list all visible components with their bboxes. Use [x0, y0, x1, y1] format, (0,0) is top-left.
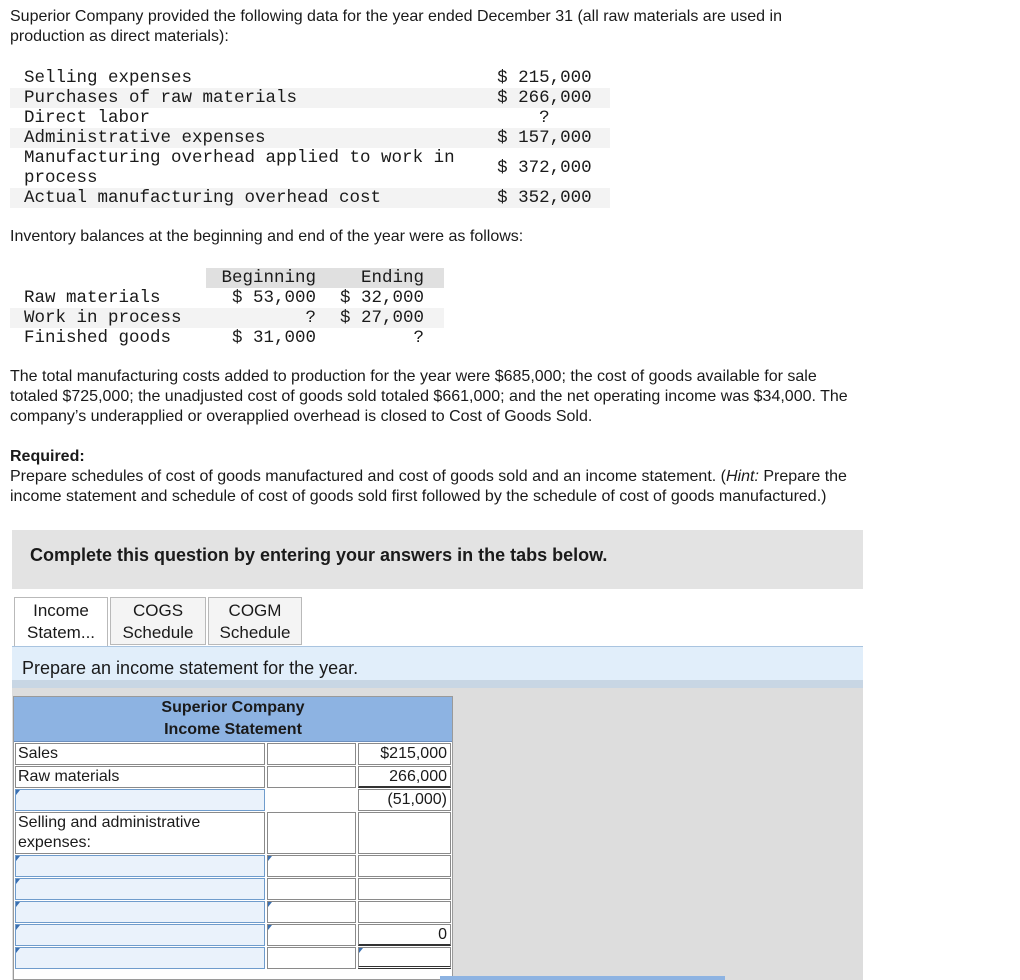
cost-row-actual-overhead: Actual manufacturing overhead cost $ 352,000	[10, 188, 610, 208]
required-paragraph: Required: Prepare schedules of cost of goods manufactured and cost of goods sold and an income statement. (Hint: Prepare the income statement and schedule of cost of goods sold first followed by the schedule of cost of goods manufactured.)	[10, 448, 847, 505]
net-income-amount[interactable]	[358, 947, 451, 969]
intro-line-2: production as direct materials):	[10, 28, 229, 45]
blank-label-2[interactable]	[15, 855, 265, 877]
cost-row-overhead-applied: Manufacturing overhead applied to work in process $ 372,000	[24, 148, 592, 188]
blank-input-5[interactable]	[267, 924, 356, 946]
cost-row-direct-labor: Direct labor ?	[24, 108, 550, 128]
cost-row-selling: Selling expenses $ 215,000	[24, 68, 592, 88]
inventory-intro: Inventory balances at the beginning and end of the year were as follows:	[10, 228, 524, 245]
total-expenses-amount[interactable]: 0	[358, 924, 451, 946]
prompt-text: Prepare an income statement for the year.	[22, 658, 359, 678]
prompt-bar	[12, 646, 863, 681]
statement-header	[14, 697, 452, 742]
raw-materials-input-col1[interactable]	[267, 766, 356, 788]
intro-line-1: Superior Company provided the following data for the year ended December 31 (all raw materials are used in	[10, 8, 782, 25]
statement-title: Income Statement	[164, 721, 302, 738]
sales-label[interactable]: Sales	[15, 743, 265, 765]
blank-label-5[interactable]	[15, 924, 265, 946]
blank-label-4[interactable]	[15, 901, 265, 923]
cost-row-purchases: Purchases of raw materials $ 266,000	[10, 88, 610, 108]
instructions-panel	[12, 530, 863, 589]
col-beginning: Beginning	[206, 268, 316, 288]
raw-materials-label[interactable]: Raw materials	[15, 766, 265, 788]
inventory-row-finished: Finished goods $ 31,000 ?	[24, 328, 424, 348]
raw-materials-amount[interactable]: 266,000	[358, 766, 451, 788]
required-heading: Required:	[10, 448, 85, 465]
col-ending: Ending	[316, 268, 444, 288]
tab-cogs-schedule[interactable]: COGS Schedule	[110, 597, 206, 645]
blank-label-3[interactable]	[15, 878, 265, 900]
difference-amount[interactable]: (51,000)	[358, 789, 451, 811]
sales-input-col1[interactable]	[267, 743, 356, 765]
tab-income-statement[interactable]: Income Statem...	[14, 597, 108, 647]
blank-input-3[interactable]	[267, 878, 356, 900]
blank-input-2[interactable]	[267, 855, 356, 877]
summary-paragraph: The total manufacturing costs added to production for the year were $685,000; the cost of goods available for sale totaled $725,000; the unadjusted cost of goods sold totaled $661,000; and the net operating income was $34,000. The company’s underapplied or overapplied overhead is closed to Cost of Goods Sold.	[10, 368, 848, 425]
blank-label-1[interactable]	[15, 789, 265, 811]
income-statement-form	[13, 696, 453, 980]
tab-cogm-schedule[interactable]: COGM Schedule	[208, 597, 302, 645]
blank-input-4[interactable]	[267, 901, 356, 923]
blank-label-6[interactable]	[15, 947, 265, 969]
sales-amount[interactable]: $215,000	[358, 743, 451, 765]
sga-label: Selling and administrative expenses:	[15, 812, 265, 854]
inventory-row-wip: Work in process ? $ 27,000	[10, 308, 444, 328]
cost-row-administrative: Administrative expenses $ 157,000	[10, 128, 610, 148]
company-name: Superior Company	[161, 699, 305, 716]
inventory-row-raw: Raw materials $ 53,000 $ 32,000	[24, 288, 424, 308]
cost-data-table	[10, 68, 610, 208]
inventory-table	[10, 268, 444, 348]
instructions-text: Complete this question by entering your answers in the tabs below.	[30, 545, 608, 565]
